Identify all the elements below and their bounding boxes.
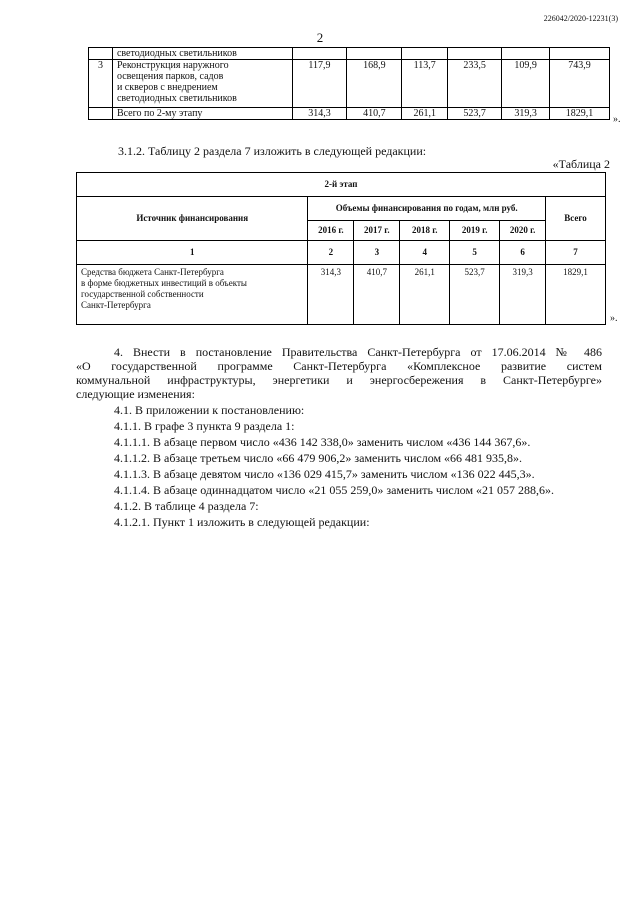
cell-value: 410,7	[354, 265, 400, 325]
cell-value: 113,7	[402, 60, 448, 108]
volumes-header: Объемы финансирования по годам, млн руб.	[308, 197, 546, 221]
list-item: 4.1.1.4. В абзаце одиннадцатом число «21 055 259,0» заменить числом «21 057 288,6».	[114, 483, 555, 497]
table-row	[89, 108, 610, 120]
cell-value: 1829,1	[546, 265, 606, 325]
cell-value: 261,1	[400, 265, 450, 325]
cell-value	[402, 48, 448, 60]
col-number: 3	[354, 241, 400, 265]
continuation-table	[88, 47, 610, 120]
row-number	[89, 108, 113, 120]
list-item: 4.1.1.2. В абзаце третьем число «66 479 906,2» заменить числом «66 481 935,8».	[114, 451, 523, 465]
row-number: 3	[89, 60, 113, 108]
cell-value: 743,9	[550, 60, 610, 108]
list-item: 4.1.2. В таблице 4 раздела 7:	[114, 499, 259, 513]
row-name: светодиодных светильников	[112, 48, 292, 60]
para4-line: следующие изменения:	[76, 387, 195, 401]
closing-quote: ».	[613, 114, 621, 125]
stage-header: 2-й этап	[77, 173, 606, 197]
source-header: Источник финансирования	[77, 197, 308, 241]
list-item: 4.1.1. В графе 3 пункта 9 раздела 1:	[114, 419, 295, 433]
cell-value: 319,3	[500, 265, 546, 325]
list-item: 4.1.1.3. В абзаце девятом число «136 029 415,7» заменить числом «136 022 445,3».	[114, 467, 535, 481]
cell-value	[448, 48, 502, 60]
table2-caption: «Таблица 2	[552, 157, 610, 171]
cell-value: 261,1	[402, 108, 448, 120]
year-header: 2019 г.	[450, 221, 500, 241]
cell-value	[502, 48, 550, 60]
closing-quote: ».	[610, 313, 618, 324]
col-number: 5	[450, 241, 500, 265]
document-id: 226042/2020-12231(3)	[543, 14, 618, 23]
para4-line: «О государственной программе Санкт-Петербурга «Комплексное развитие систем	[76, 359, 602, 373]
cell-value: 314,3	[308, 265, 354, 325]
cell-value	[550, 48, 610, 60]
row-name: Реконструкция наружного освещения парков, садов и скверов с внедрением светодиодных светильников	[112, 60, 292, 108]
year-header: 2020 г.	[500, 221, 546, 241]
para4-line: коммунальной инфраструктуры, энергетики и энергосбережения в Санкт-Петербурге»	[76, 373, 602, 387]
table-row	[77, 265, 606, 325]
col-number: 7	[546, 241, 606, 265]
row-name: Всего по 2-му этапу	[112, 108, 292, 120]
cell-value: 168,9	[347, 60, 402, 108]
cell-value: 314,3	[292, 108, 347, 120]
total-header: Всего	[546, 197, 606, 241]
para4-line: 4. Внести в постановление Правительства Санкт-Петербурга от 17.06.2014 № 486	[114, 345, 602, 359]
list-item: 4.1.2.1. Пункт 1 изложить в следующей редакции:	[114, 515, 370, 529]
table-row	[89, 60, 610, 108]
col-number: 4	[400, 241, 450, 265]
item-3-1-2: 3.1.2. Таблицу 2 раздела 7 изложить в следующей редакции:	[118, 144, 427, 158]
col-number: 6	[500, 241, 546, 265]
cell-value: 117,9	[292, 60, 347, 108]
source-cell: Средства бюджета Санкт-Петербурга в форме бюджетных инвестиций в объекты государственной собственности Санкт-Петербурга	[77, 265, 308, 325]
list-item: 4.1. В приложении к постановлению:	[114, 403, 305, 417]
year-header: 2016 г.	[308, 221, 354, 241]
col-number: 1	[77, 241, 308, 265]
list-item: 4.1.1.1. В абзаце первом число «436 142 338,0» заменить числом «436 144 367,6».	[114, 435, 531, 449]
year-header: 2017 г.	[354, 221, 400, 241]
row-number	[89, 48, 113, 60]
table-row	[89, 48, 610, 60]
cell-value: 1829,1	[550, 108, 610, 120]
page-number: 2	[316, 30, 324, 45]
cell-value: 523,7	[448, 108, 502, 120]
cell-value: 523,7	[450, 265, 500, 325]
cell-value: 109,9	[502, 60, 550, 108]
col-number: 2	[308, 241, 354, 265]
cell-value: 410,7	[347, 108, 402, 120]
cell-value: 233,5	[448, 60, 502, 108]
cell-value: 319,3	[502, 108, 550, 120]
cell-value	[292, 48, 347, 60]
cell-value	[347, 48, 402, 60]
year-header: 2018 г.	[400, 221, 450, 241]
financing-table	[76, 172, 606, 325]
